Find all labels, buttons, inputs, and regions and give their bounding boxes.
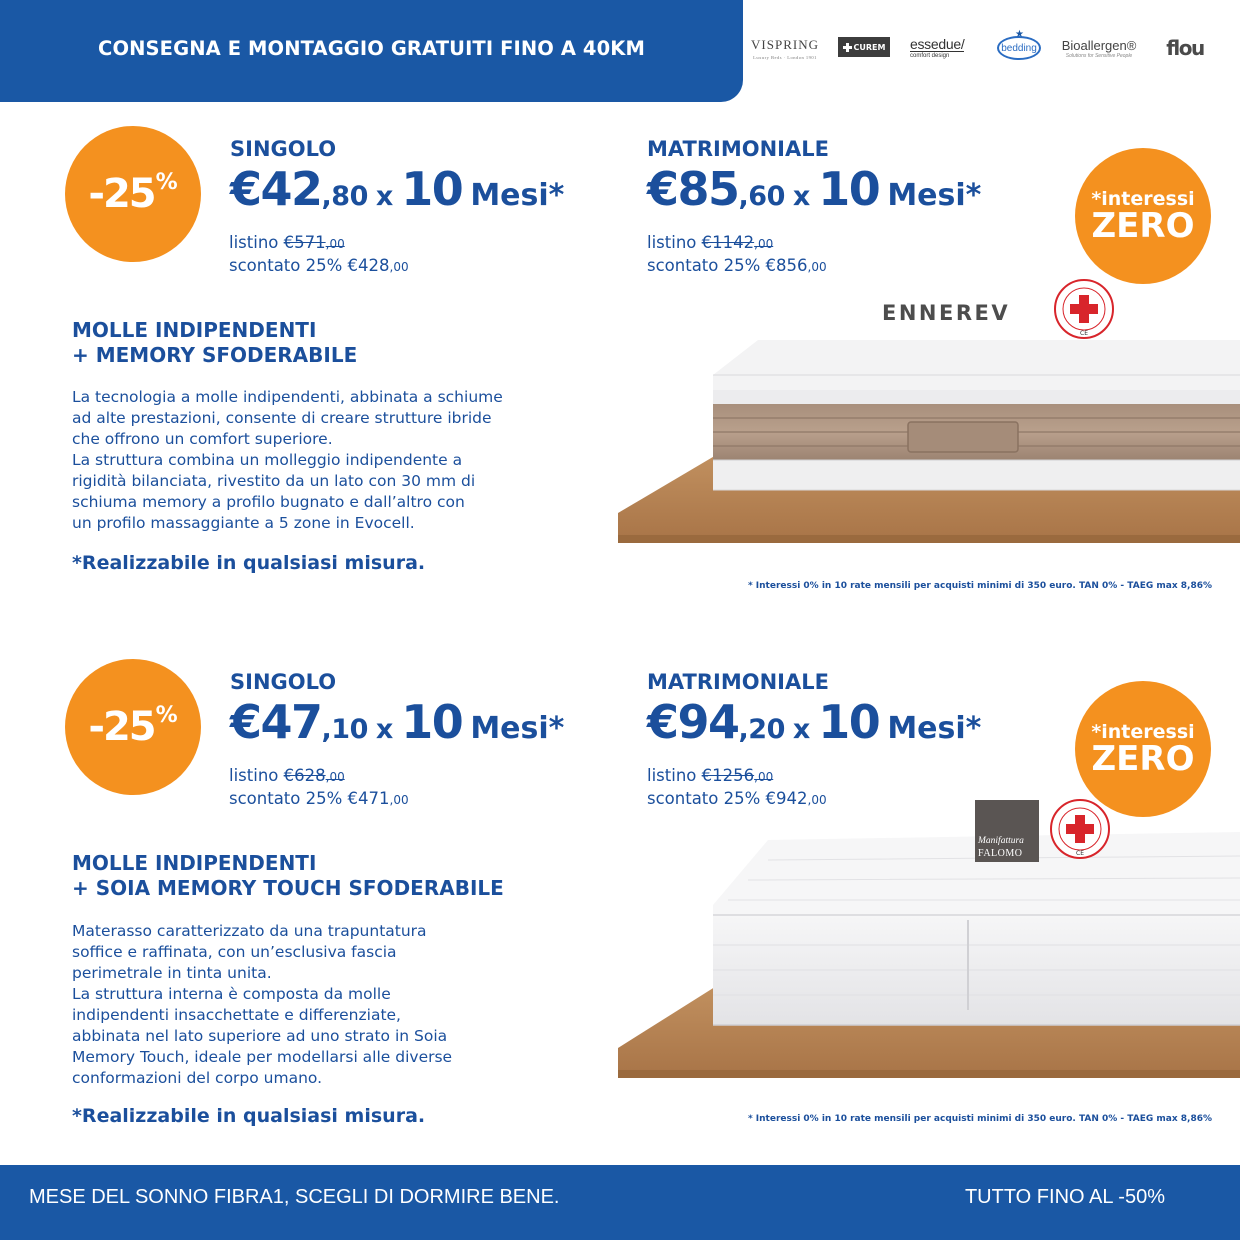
bioallergen-logo: [1052, 34, 1146, 62]
discount-value: -25: [88, 171, 155, 217]
description-line: perimetrale in tinta unita.: [72, 964, 272, 982]
price-dec: ,20: [738, 714, 785, 745]
description-line: ad alte prestazioni, consente di creare strutture ibride: [72, 409, 492, 427]
ennerev-logo: ENNEREV: [882, 301, 1011, 325]
bedding-logo-text: bedding: [1001, 42, 1037, 54]
description-line: conformazioni del corpo umano.: [72, 1069, 323, 1087]
scontato-label: scontato 25%: [229, 789, 343, 808]
product-title: [72, 318, 357, 368]
description-line: La struttura combina un molleggio indipendente a: [72, 451, 463, 469]
bedding-logo: [995, 29, 1043, 62]
ce-mark: CE: [1076, 850, 1084, 857]
ce-mark: CE: [1080, 330, 1088, 337]
description-line: Memory Touch, ideale per modellarsi alle diverse: [72, 1048, 453, 1066]
essedue-logo-text: essedue/: [910, 36, 965, 52]
bedding-logo-oval: [997, 29, 1041, 60]
scontato-label: scontato 25%: [647, 256, 761, 275]
price-dec: ,80: [321, 181, 368, 212]
singolo-listino: [229, 232, 409, 278]
description-line: schiuma memory a profilo bugnato e dall’altro con: [72, 493, 465, 511]
flou-logo: flou: [1166, 36, 1204, 60]
zero-interest-badge: [1075, 148, 1211, 284]
description-line: rigidità bilanciata, rivestito da un lato con 30 mm di: [72, 472, 476, 490]
price-int: €47: [230, 695, 322, 749]
scontato-label: scontato 25%: [229, 256, 343, 275]
scontato-price: €428,00: [347, 256, 409, 275]
medical-device-seal: [1052, 277, 1116, 341]
falomo-logo-line1: Manifattura: [978, 836, 1024, 846]
product-description: [72, 921, 452, 1089]
price-times: x: [375, 714, 394, 745]
price-int: €85: [647, 162, 739, 216]
listino-old-price: €1142,00: [701, 233, 774, 252]
zero-badge-top: *interessi: [1091, 720, 1195, 743]
discount-unit: %: [155, 703, 178, 728]
singolo-label: SINGOLO: [230, 137, 337, 161]
description-line: un profilo massaggiante a 5 zone in Evocell.: [72, 514, 415, 532]
vispring-logo: [746, 34, 824, 62]
discount-unit: %: [155, 170, 178, 195]
matrimoniale-price: [647, 162, 981, 216]
bottom-discount: TUTTO FINO AL -50%: [964, 1186, 1165, 1208]
essedue-logo-tagline: comfort design: [910, 53, 950, 59]
price-times: x: [375, 181, 394, 212]
vispring-logo-text: VISPRING: [751, 36, 819, 52]
price-months-unit: Mesi*: [470, 711, 565, 746]
singolo-price: [230, 162, 564, 216]
listino-old-price: €1256,00: [701, 766, 774, 785]
fine-print: * Interessi 0% in 10 rate mensili per acquisti minimi di 350 euro. TAN 0% - TAEG max 8,86%: [747, 581, 1212, 591]
price-dec: ,10: [321, 714, 368, 745]
description-line: La tecnologia a molle indipendenti, abbinata a schiume: [72, 388, 503, 406]
matrimoniale-price: [647, 695, 981, 749]
singolo-price: [230, 695, 564, 749]
matrimoniale-label: MATRIMONIALE: [647, 137, 829, 161]
product-title-line1: MOLLE INDIPENDENTI: [72, 318, 317, 342]
cross-icon: [843, 43, 852, 52]
price-dec: ,60: [738, 181, 785, 212]
curem-logo-text: CUREM: [853, 42, 886, 52]
listino-label: listino: [647, 766, 697, 785]
scontato-price: €942,00: [765, 789, 827, 808]
product-title-line2: + SOIA MEMORY TOUCH SFODERABILE: [72, 876, 504, 900]
matrimoniale-listino: [647, 765, 827, 811]
discount-value: -25: [88, 704, 155, 750]
zero-badge-main: ZERO: [1091, 738, 1195, 779]
medical-device-seal: [1048, 797, 1112, 861]
vispring-logo-tagline: Luxury Beds · London 1901: [753, 54, 817, 60]
fine-print: * Interessi 0% in 10 rate mensili per acquisti minimi di 350 euro. TAN 0% - TAEG max 8,86%: [747, 1114, 1212, 1124]
product-title-line2: + MEMORY SFODERABILE: [72, 343, 358, 367]
product-note: *Realizzabile in qualsiasi misura.: [72, 1105, 426, 1127]
product-title-line1: MOLLE INDIPENDENTI: [72, 851, 317, 875]
listino-label: listino: [229, 233, 279, 252]
description-line: Materasso caratterizzato da una trapuntatura: [72, 922, 427, 940]
price-int: €42: [230, 162, 322, 216]
price-months: 10: [401, 162, 463, 216]
star-icon: ★: [1015, 29, 1024, 40]
scontato-price: €856,00: [765, 256, 827, 275]
description-line: indipendenti insacchettate e differenziate,: [72, 1006, 401, 1024]
listino-old-price: €628,00: [283, 766, 345, 785]
discount-badge: [65, 126, 201, 262]
curem-logo: [838, 37, 890, 57]
essedue-logo: [910, 34, 980, 62]
description-line: che offrono un comfort superiore.: [72, 430, 333, 448]
matrimoniale-label: MATRIMONIALE: [647, 670, 829, 694]
bioallergen-logo-tagline: Solutions for Sensitive People: [1065, 52, 1133, 59]
singolo-listino: [229, 765, 409, 811]
price-months-unit: Mesi*: [887, 711, 982, 746]
bioallergen-logo-text: Bioallergen®: [1061, 37, 1137, 53]
price-months: 10: [818, 695, 880, 749]
listino-old-price: €571,00: [283, 233, 345, 252]
mattress-image: [618, 820, 1240, 1080]
price-int: €94: [647, 695, 739, 749]
price-months: 10: [401, 695, 463, 749]
listino-label: listino: [229, 766, 279, 785]
falomo-logo-line2: FALOMO: [978, 848, 1023, 859]
listino-label: listino: [647, 233, 697, 252]
price-times: x: [792, 714, 811, 745]
scontato-label: scontato 25%: [647, 789, 761, 808]
product-description: [72, 387, 503, 534]
top-banner-text: CONSEGNA E MONTAGGIO GRATUITI FINO A 40KM: [98, 36, 645, 60]
price-months: 10: [818, 162, 880, 216]
product-title: [72, 851, 504, 901]
description-line: abbinata nel lato superiore ad uno strato in Soia: [72, 1027, 448, 1045]
price-months-unit: Mesi*: [470, 178, 565, 213]
mattress-image: [618, 330, 1240, 545]
falomo-logo: [975, 800, 1039, 862]
price-times: x: [792, 181, 811, 212]
description-line: La struttura interna è composta da molle: [72, 985, 391, 1003]
singolo-label: SINGOLO: [230, 670, 337, 694]
discount-badge: [65, 659, 201, 795]
description-line: soffice e raffinata, con un’esclusiva fascia: [72, 943, 397, 961]
zero-badge-main: ZERO: [1091, 205, 1195, 246]
zero-badge-top: *interessi: [1091, 187, 1195, 210]
matrimoniale-listino: [647, 232, 827, 278]
scontato-price: €471,00: [347, 789, 409, 808]
product-note: *Realizzabile in qualsiasi misura.: [72, 552, 426, 574]
bottom-slogan: MESE DEL SONNO FIBRA1, SCEGLI DI DORMIRE BENE.: [29, 1186, 560, 1208]
price-months-unit: Mesi*: [887, 178, 982, 213]
